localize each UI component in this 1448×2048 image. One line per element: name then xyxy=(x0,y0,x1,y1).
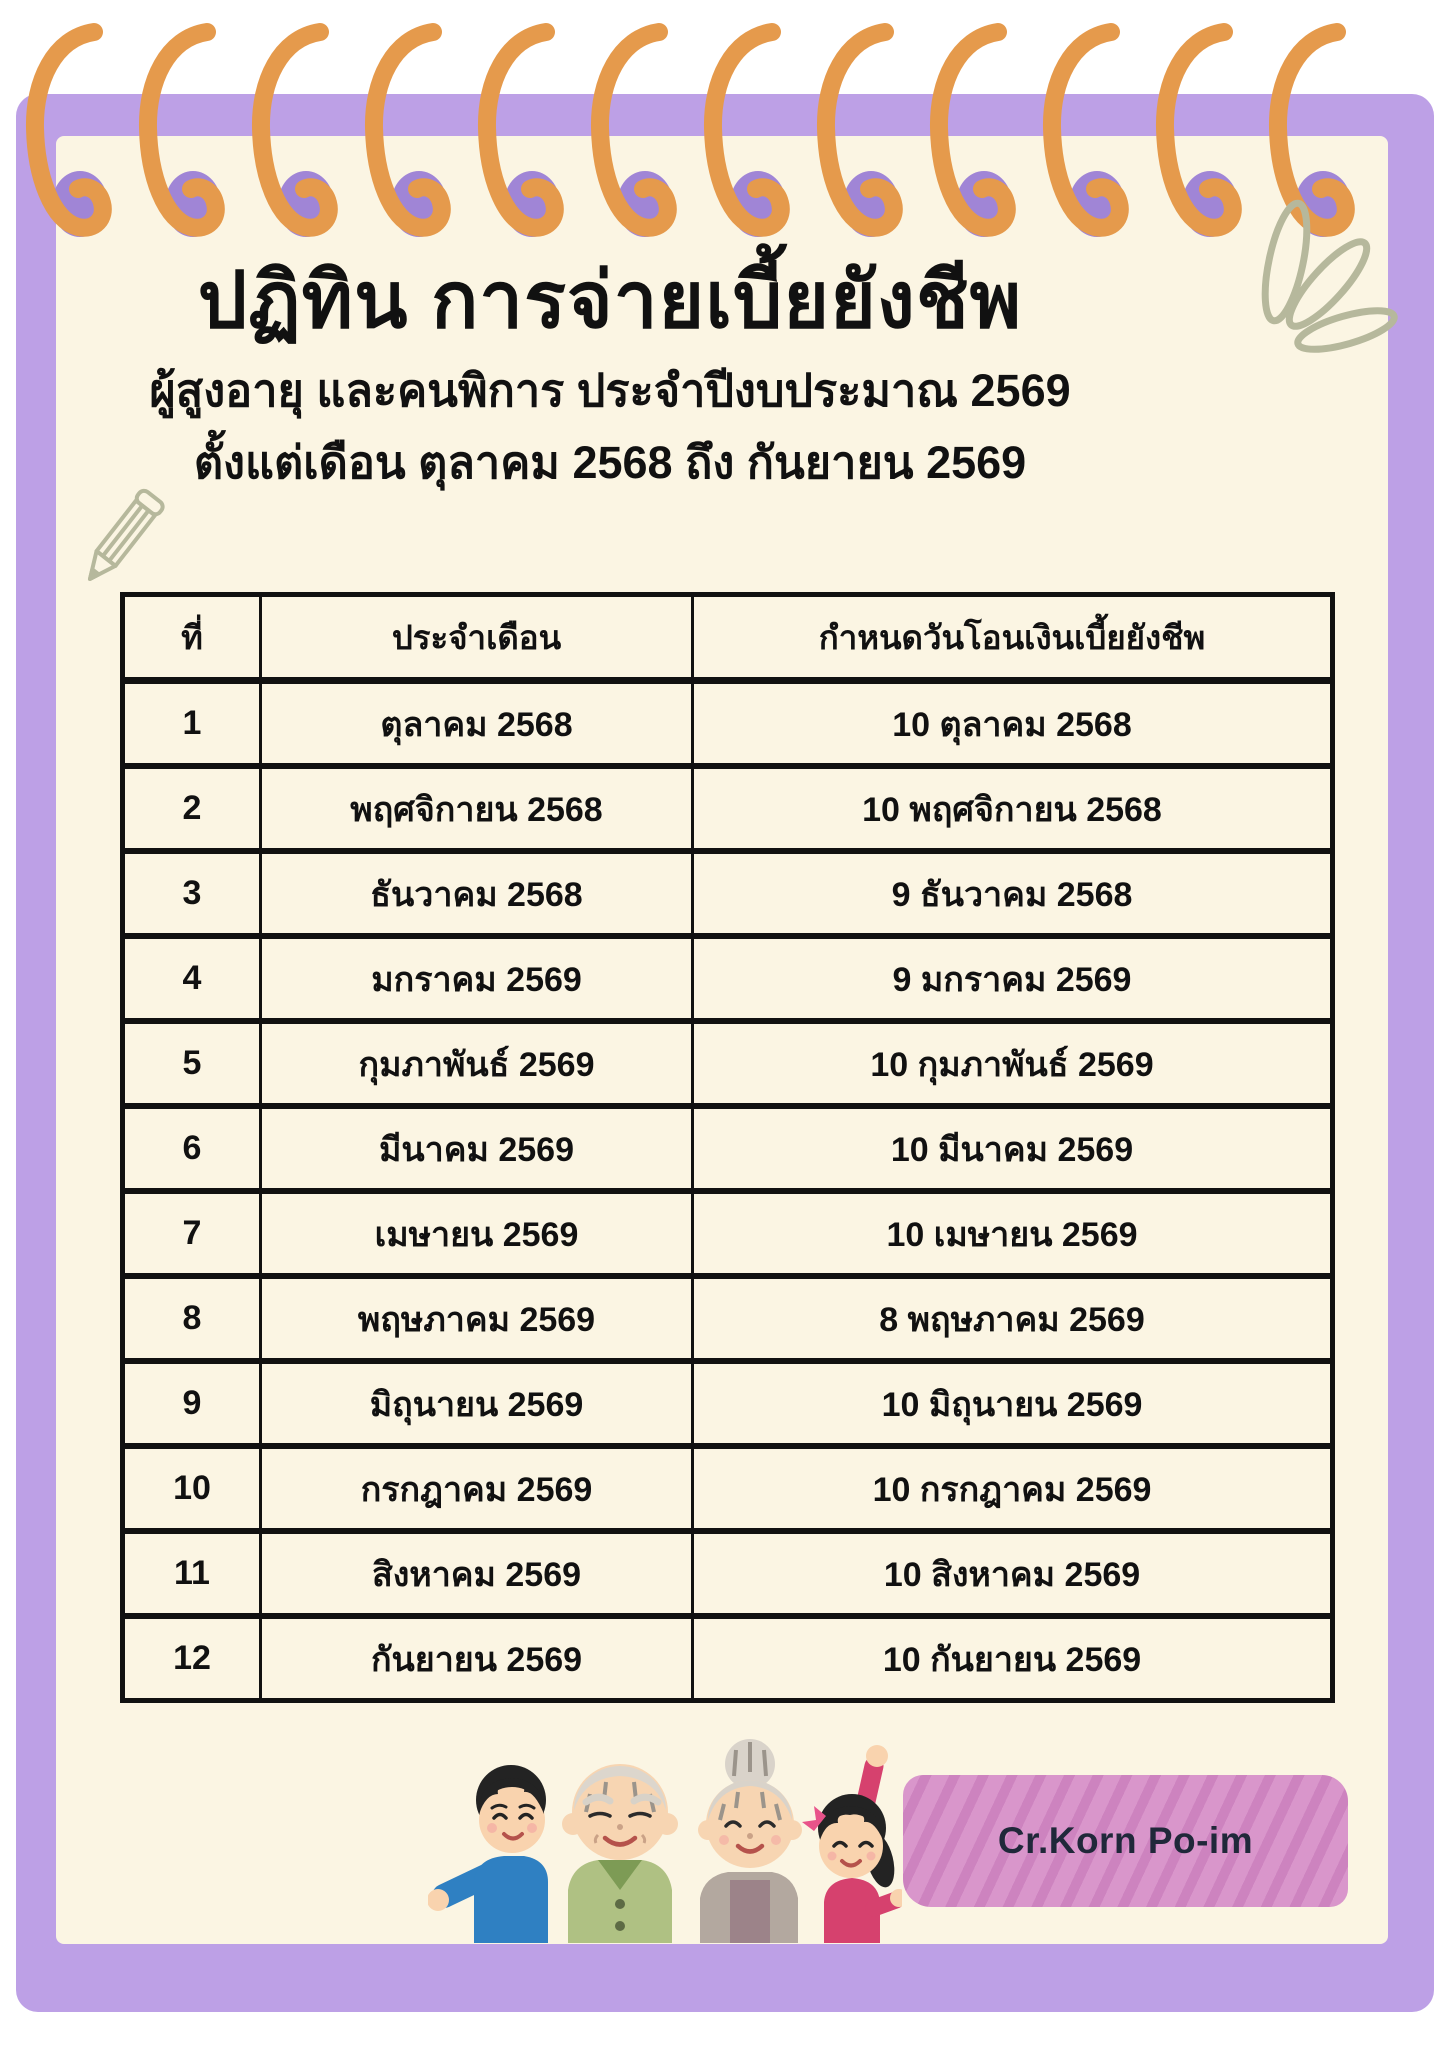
page-title: ปฏิทิน การจ่ายเบี้ยยังชีพ xyxy=(197,256,1023,344)
table-row xyxy=(123,1191,1333,1276)
cell-date: 10 มิถุนายน 2569 xyxy=(693,1361,1333,1446)
table-row xyxy=(123,1616,1333,1701)
table-row xyxy=(123,1106,1333,1191)
cell-date: 10 กันยายน 2569 xyxy=(882,1640,1142,1679)
page-subtitle-1: ผู้สูงอายุ และคนพิการ ประจำปีงบประมาณ 2569 xyxy=(149,365,1071,417)
cell-month: มกราคม 2569 xyxy=(261,936,693,1021)
cell-no: 4 xyxy=(123,936,261,1021)
table-row xyxy=(123,851,1333,936)
cell-no: 9 xyxy=(123,1361,261,1446)
cell-month: มิถุนายน 2569 xyxy=(261,1361,693,1446)
leaf-doodle-icon xyxy=(1228,192,1398,377)
cell-month: มีนาคม 2569 xyxy=(261,1106,693,1191)
header-no: ที่ xyxy=(123,595,261,681)
table-row xyxy=(123,1446,1333,1531)
cell-date: 9 มกราคม 2569 xyxy=(693,936,1333,1021)
page-subtitle-2: ตั้งแต่เดือน ตุลาคม 2568 ถึง กันยายน 2569 xyxy=(193,436,1027,488)
header-month: ประจำเดือน xyxy=(261,595,693,681)
cell-no: 11 xyxy=(123,1531,261,1616)
grandpa-figure xyxy=(562,1764,678,1943)
cell-date: 8 พฤษภาคม 2569 xyxy=(693,1276,1333,1361)
cell-month: พฤศจิกายน 2568 xyxy=(261,766,693,851)
cell-no: 6 xyxy=(123,1106,261,1191)
girl-figure xyxy=(802,1745,902,1943)
table-header-row xyxy=(123,595,1333,681)
cell-date: 9 ธันวาคม 2568 xyxy=(693,851,1333,936)
cell-month: กันยายน 2569 xyxy=(261,1616,693,1701)
cell-month: สิงหาคม 2569 xyxy=(261,1531,693,1616)
cell-date: 10 สิงหาคม 2569 xyxy=(693,1531,1333,1616)
cell-month: เมษายน 2569 xyxy=(261,1191,693,1276)
grandma-figure xyxy=(698,1739,802,1943)
cell-month: พฤษภาคม 2569 xyxy=(261,1276,693,1361)
payment-schedule-table xyxy=(120,592,1335,1703)
table-row xyxy=(123,1276,1333,1361)
cell-no: 7 xyxy=(123,1191,261,1276)
cell-no: 12 xyxy=(123,1616,261,1701)
table-row xyxy=(123,681,1333,767)
header-transfer-date: กำหนดวันโอนเงินเบี้ยยังชีพ xyxy=(693,595,1333,681)
table-row xyxy=(123,1361,1333,1446)
cell-no: 10 xyxy=(123,1446,261,1531)
spiral-binding-icon xyxy=(18,18,1422,268)
cell-date: 10 ตุลาคม 2568 xyxy=(693,681,1333,767)
credit-text: Cr.Korn Po-im xyxy=(997,1820,1254,1861)
cell-date: 10 กรกฎาคม 2569 xyxy=(693,1446,1333,1531)
cell-date: 10 เมษายน 2569 xyxy=(693,1191,1333,1276)
cell-month: กรกฎาคม 2569 xyxy=(261,1446,693,1531)
boy-figure xyxy=(428,1765,548,1943)
header-block xyxy=(110,248,1110,496)
cell-date: 10 มีนาคม 2569 xyxy=(693,1106,1333,1191)
cell-month: กุมภาพันธ์ 2569 xyxy=(261,1021,693,1106)
cell-no: 8 xyxy=(123,1276,261,1361)
cell-no: 3 xyxy=(123,851,261,936)
cell-date: 10 กุมภาพันธ์ 2569 xyxy=(693,1021,1333,1106)
table-row xyxy=(123,1021,1333,1106)
cell-no: 5 xyxy=(123,1021,261,1106)
table-row xyxy=(123,1531,1333,1616)
credit-badge xyxy=(903,1775,1348,1907)
cell-no: 2 xyxy=(123,766,261,851)
family-illustration xyxy=(428,1728,902,1943)
table-row xyxy=(123,766,1333,851)
cell-month: ธันวาคม 2568 xyxy=(261,851,693,936)
table-row xyxy=(123,936,1333,1021)
cell-no: 1 xyxy=(123,681,261,767)
cell-month: ตุลาคม 2568 xyxy=(261,681,693,767)
cell-date: 10 พฤศจิกายน 2568 xyxy=(693,766,1333,851)
